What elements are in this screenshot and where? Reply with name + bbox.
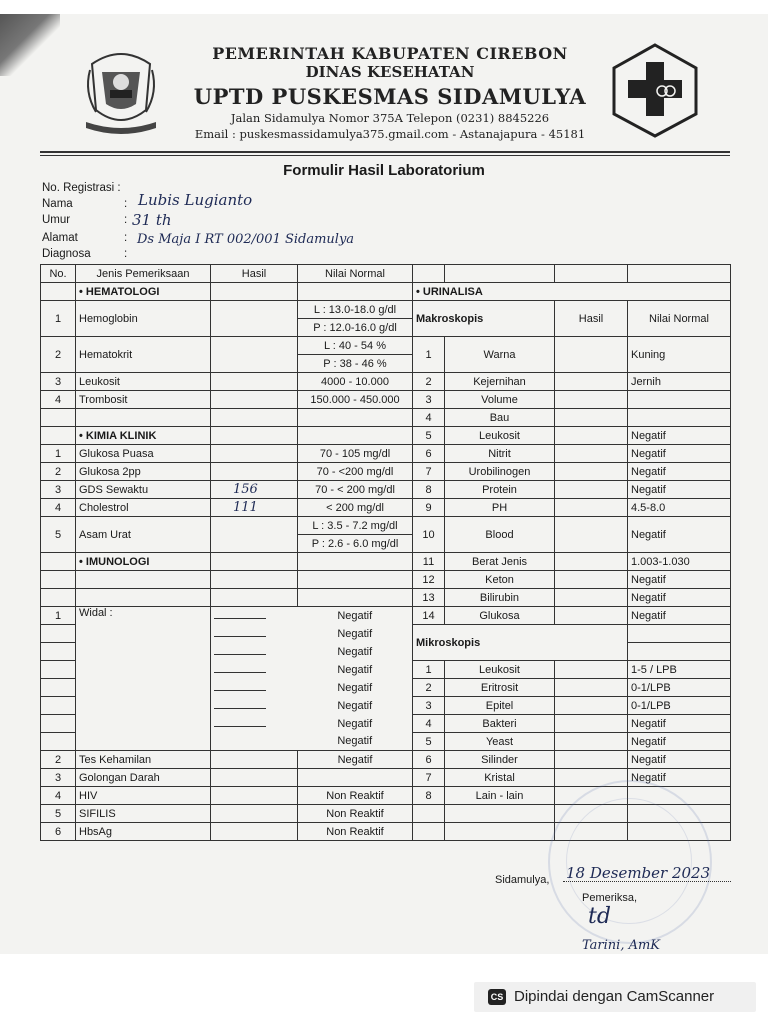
signer-name: Tarini, AmK: [582, 938, 661, 953]
camscanner-watermark: [474, 982, 756, 1012]
table-row: [41, 283, 731, 301]
table-row: 4 Trombosit 150.000 - 450.000 3 Volume: [41, 391, 731, 409]
footer-place: Sidamulya,: [495, 874, 550, 886]
patient-age: 31 th: [132, 211, 172, 229]
section-hematologi: • HEMATOLOGI: [76, 283, 211, 301]
table-row: P : 38 - 46 %: [41, 355, 731, 373]
table-row: 2 Tes Kehamilan Negatif 6 Silinder Negatif: [41, 751, 731, 769]
form-title: Formulir Hasil Laboratorium: [283, 162, 485, 179]
footer-date: 18 Desember 2023: [566, 864, 711, 882]
label-alamat: Alamat: [42, 232, 78, 244]
table-row: 3 Golongan Darah 7 Kristal Negatif: [41, 769, 731, 787]
header-government: PEMERINTAH KABUPATEN CIREBON: [212, 44, 568, 63]
table-row: 2 Glukosa 2pp 70 - <200 mg/dl 7 Urobilinogen Negatif: [41, 463, 731, 481]
table-row: Negatif: [41, 643, 731, 661]
header-jenis: Jenis Pemeriksaan: [76, 265, 211, 283]
table-row: • IMUNOLOGI 11 Berat Jenis 1.003-1.030: [41, 553, 731, 571]
table-row: Negatif 5 Yeast Negatif: [41, 733, 731, 751]
table-row: 1 Glukosa Puasa 70 - 105 mg/dl 6 Nitrit Negatif: [41, 445, 731, 463]
label-registrasi: No. Registrasi :: [42, 182, 121, 194]
label-diagnosa: Diagnosa: [42, 248, 91, 260]
section-urinalisa: • URINALISA: [413, 283, 731, 301]
table-row: Negatif 1 Leukosit 1-5 / LPB: [41, 661, 731, 679]
table-row: Negatif 3 Epitel 0-1/LPB: [41, 697, 731, 715]
table-row: 2 Hematokrit L : 40 - 54 % 1 Warna Kuning: [41, 337, 731, 355]
table-row: 5 Asam Urat L : 3.5 - 7.2 mg/dl 10 Blood Negatif: [41, 517, 731, 535]
date-dotted-line: [563, 881, 731, 882]
table-row: P : 12.0-16.0 g/dl: [41, 319, 731, 337]
camscanner-text: Dipindai dengan CamScanner: [514, 988, 715, 1005]
table-row: Negatif Mikroskopis: [41, 625, 731, 643]
header-nilai-normal: Nilai Normal: [298, 265, 413, 283]
section-kimia-klinik: • KIMIA KLINIK: [76, 427, 211, 445]
table-row: Negatif 2 Eritrosit 0-1/LPB: [41, 679, 731, 697]
patient-address: Ds Maja I RT 002/001 Sidamulya: [137, 232, 355, 247]
table-row: 4 HIV Non Reaktif 8 Lain - lain: [41, 787, 731, 805]
table-row: 3 GDS Sewaktu 156 70 - < 200 mg/dl 8 Protein Negatif: [41, 481, 731, 499]
widal-label: Widal :: [76, 607, 211, 751]
header-divider: [40, 151, 730, 153]
signature: td: [588, 904, 611, 929]
table-row: 1 Widal : Negatif 14 Glukosa Negatif: [41, 607, 731, 625]
cirebon-crest-logo: [82, 42, 160, 138]
mikroskopis-label: Mikroskopis: [413, 625, 628, 661]
section-imunologi: • IMUNOLOGI: [76, 553, 211, 571]
lab-results-table: [40, 264, 731, 841]
table-row: Negatif 4 Bakteri Negatif: [41, 715, 731, 733]
table-row: P : 2.6 - 6.0 mg/dl: [41, 535, 731, 553]
table-row: • KIMIA KLINIK 5 Leukosit Negatif: [41, 427, 731, 445]
label-umur: Umur: [42, 214, 71, 226]
header-address: Jalan Sidamulya Nomor 375A Telepon (0231) 8845226: [230, 111, 550, 125]
table-row: 13 Bilirubin Negatif: [41, 589, 731, 607]
colon-umur: :: [124, 214, 128, 226]
table-row: 5 SIFILIS Non Reaktif: [41, 805, 731, 823]
table-row: 1 Hemoglobin L : 13.0-18.0 g/dl Makroskopis Hasil Nilai Normal: [41, 301, 731, 319]
table-row: 3 Leukosit 4000 - 10.000 2 Kejernihan Jernih: [41, 373, 731, 391]
puskesmas-hexagon-logo: [610, 42, 700, 138]
scan-corner-shadow: [0, 14, 60, 76]
table-row: 4 Bau: [41, 409, 731, 427]
table-row: 12 Keton Negatif: [41, 571, 731, 589]
table-row: 6 HbsAg Non Reaktif: [41, 823, 731, 841]
result-cholestrol: 111: [211, 499, 298, 517]
table-header-row: [41, 265, 731, 283]
footer-pemeriksa: Pemeriksa,: [582, 892, 638, 904]
colon-nama: :: [124, 198, 128, 210]
stamp-inner-ring: [566, 798, 692, 924]
camscanner-icon: CS: [488, 989, 506, 1005]
colon-alamat: :: [124, 232, 128, 244]
header-no: No.: [41, 265, 76, 283]
label-nama: Nama: [42, 198, 73, 210]
header-hasil: Hasil: [211, 265, 298, 283]
makroskopis-label: Makroskopis: [413, 301, 555, 337]
patient-name: Lubis Lugianto: [138, 191, 253, 209]
table-row: 4 Cholestrol 111 < 200 mg/dl 9 PH 4.5-8.0: [41, 499, 731, 517]
result-gds: 156: [211, 481, 298, 499]
header-email: Email : puskesmassidamulya375.gmail.com - Astanajapura - 45181: [194, 127, 586, 141]
header-puskesmas: UPTD PUSKESMAS SIDAMULYA: [193, 84, 587, 109]
header-divider-thin: [40, 155, 730, 156]
header-department: DINAS KESEHATAN: [305, 63, 475, 81]
colon-diagnosa: :: [124, 248, 128, 260]
